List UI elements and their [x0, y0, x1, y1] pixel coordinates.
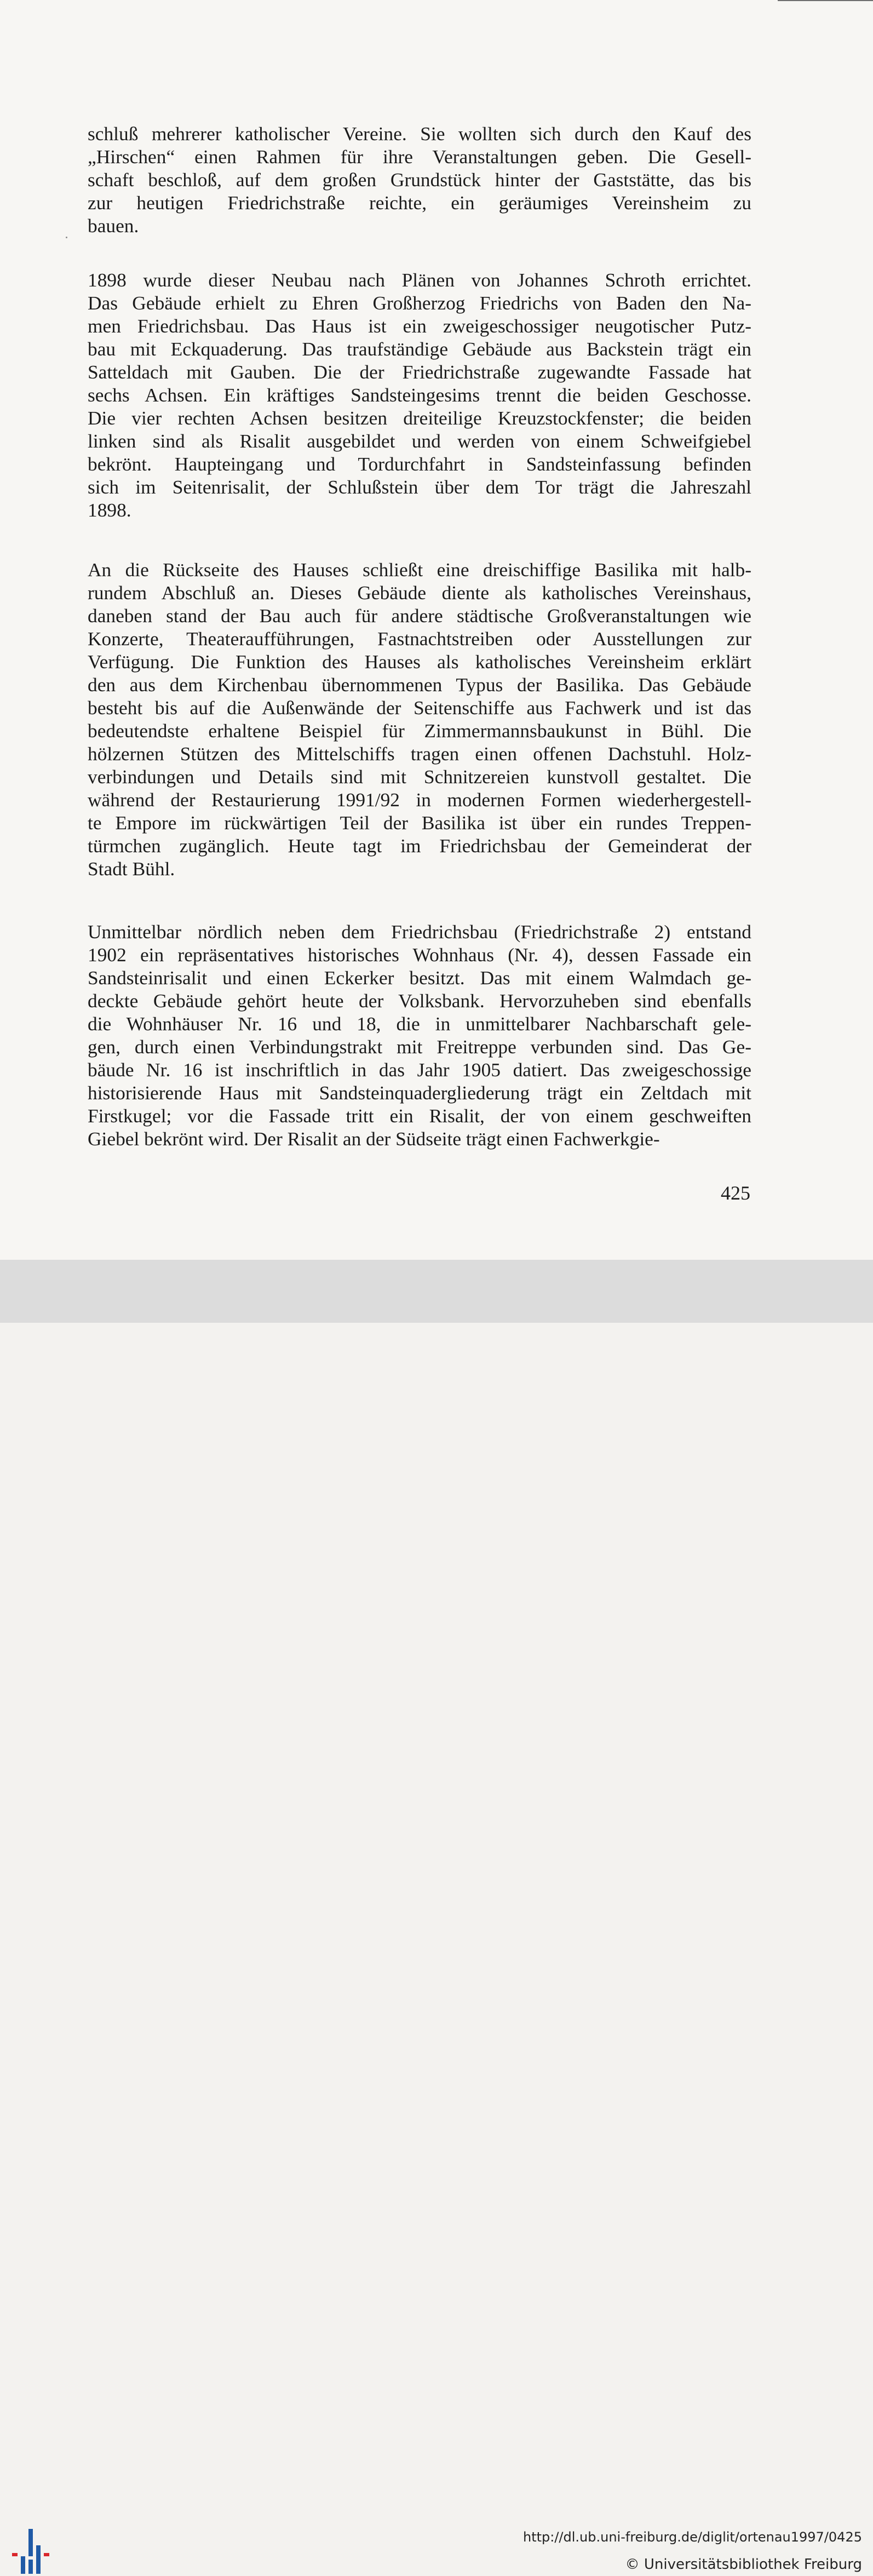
paragraph-2: [88, 268, 751, 521]
text-line: daneben stand der Bau auch für andere städtische Großveranstaltungen wie: [88, 605, 751, 627]
text-line: während der Restaurierung 1991/92 in modernen Formen wiederhergestell-: [88, 789, 751, 811]
text-line: 1898.: [88, 499, 131, 521]
text-line: „Hirschen“ einen Rahmen für ihre Veranstaltungen geben. Die Gesell-: [88, 146, 751, 168]
text-line: verbindungen und Details sind mit Schnitzereien kunstvoll gestaltet. Die: [88, 766, 751, 788]
footer-bar: [0, 1260, 873, 2573]
text-line: Konzerte, Theateraufführungen, Fastnachtstreiben oder Ausstellungen zur: [88, 628, 751, 650]
paragraph-4: [88, 920, 751, 1150]
text-line: sich im Seitenrisalit, der Schlußstein über dem Tor trägt die Jahreszahl: [88, 476, 751, 498]
text-line: türmchen zugänglich. Heute tagt im Friedrichsbau der Gemeinderat der: [88, 835, 751, 857]
text-line: Unmittelbar nördlich neben dem Friedrichsbau (Friedrichstraße 2) entstand: [88, 921, 751, 943]
text-line: den aus dem Kirchenbau übernommenen Typus der Basilika. Das Gebäude: [88, 674, 751, 696]
text-line: historisierende Haus mit Sandsteinquadergliederung trägt ein Zeltdach mit: [88, 1082, 751, 1104]
text-line: gen, durch einen Verbindungstrakt mit Freitreppe verbunden sind. Das Ge-: [88, 1036, 751, 1058]
page-number: 425: [721, 1182, 750, 1204]
paragraph-3: [88, 558, 751, 880]
text-line: rundem Abschluß an. Dieses Gebäude diente als katholisches Vereinshaus,: [88, 582, 751, 604]
document-page: [0, 0, 873, 1260]
text-line: Stadt Bühl.: [88, 858, 175, 880]
text-line: bäude Nr. 16 ist inschriftlich in das Jahr 1905 datiert. Das zweigeschossige: [88, 1059, 751, 1081]
text-line: die Wohnhäuser Nr. 16 und 18, die in unmittelbarer Nachbarschaft gele-: [88, 1013, 751, 1035]
text-line: deckte Gebäude gehört heute der Volksbank. Hervorzuheben sind ebenfalls: [88, 990, 751, 1012]
text-line: Firstkugel; vor die Fassade tritt ein Risalit, der von einem geschweiften: [88, 1105, 751, 1127]
source-url-link[interactable]: http://dl.ub.uni-freiburg.de/diglit/ortenau1997/0425: [522, 2529, 862, 2545]
text-line: schaft beschloß, auf dem großen Grundstück hinter der Gaststätte, das bis: [88, 169, 751, 191]
scan-edge-line: [778, 0, 873, 1]
text-line: Verfügung. Die Funktion des Hauses als katholisches Vereinsheim erklärt: [88, 651, 751, 673]
text-line: men Friedrichsbau. Das Haus ist ein zweigeschossiger neugotischer Putz-: [88, 315, 751, 337]
text-line: An die Rückseite des Hauses schließt eine dreischiffige Basilika mit halb-: [88, 559, 751, 581]
text-line: Satteldach mit Gauben. Die der Friedrichstraße zugewandte Fassade hat: [88, 361, 751, 383]
text-line: 1898 wurde dieser Neubau nach Plänen von Johannes Schroth errichtet.: [88, 269, 751, 291]
text-line: bauen.: [88, 215, 139, 237]
text-line: linken sind als Risalit ausgebildet und werden von einem Schweifgiebel: [88, 430, 751, 452]
text-line: 1902 ein repräsentatives historisches Wohnhaus (Nr. 4), dessen Fassade ein: [88, 944, 751, 966]
text-line: hölzernen Stützen des Mittelschiffs tragen einen offenen Dachstuhl. Holz-: [88, 743, 751, 765]
text-line: te Empore im rückwärtigen Teil der Basilika ist über ein rundes Treppen-: [88, 812, 751, 834]
text-line: bedeutendste erhaltene Beispiel für Zimmermannsbaukunst in Bühl. Die: [88, 720, 751, 742]
scan-speck: [66, 237, 67, 238]
text-line: schluß mehrerer katholischer Vereine. Sie wollten sich durch den Kauf des: [88, 123, 751, 145]
text-line: bau mit Eckquaderung. Das traufständige Gebäude aus Backstein trägt ein: [88, 338, 751, 360]
text-line: Die vier rechten Achsen besitzen dreiteilige Kreuzstockfenster; die beiden: [88, 407, 751, 429]
text-line: zur heutigen Friedrichstraße reichte, ein geräumiges Vereinsheim zu: [88, 192, 751, 214]
text-line: sechs Achsen. Ein kräftiges Sandsteingesims trennt die beiden Geschosse.: [88, 384, 751, 406]
text-line: Giebel bekrönt wird. Der Risalit an der Südseite trägt einen Fachwerkgie-: [88, 1128, 660, 1150]
text-line: bekrönt. Haupteingang und Tordurchfahrt in Sandsteinfassung befinden: [88, 453, 751, 475]
text-line: besteht bis auf die Außenwände der Seitenschiffe aus Fachwerk und ist das: [88, 697, 751, 719]
text-line: Das Gebäude erhielt zu Ehren Großherzog Friedrichs von Baden den Na-: [88, 292, 751, 314]
text-line: Sandsteinrisalit und einen Eckerker besitzt. Das mit einem Walmdach ge-: [88, 967, 751, 989]
ub-freiburg-logo-icon: [10, 2526, 56, 2576]
paragraph-1: [88, 122, 751, 237]
copyright-text: © Universitätsbibliothek Freiburg: [625, 2556, 862, 2573]
